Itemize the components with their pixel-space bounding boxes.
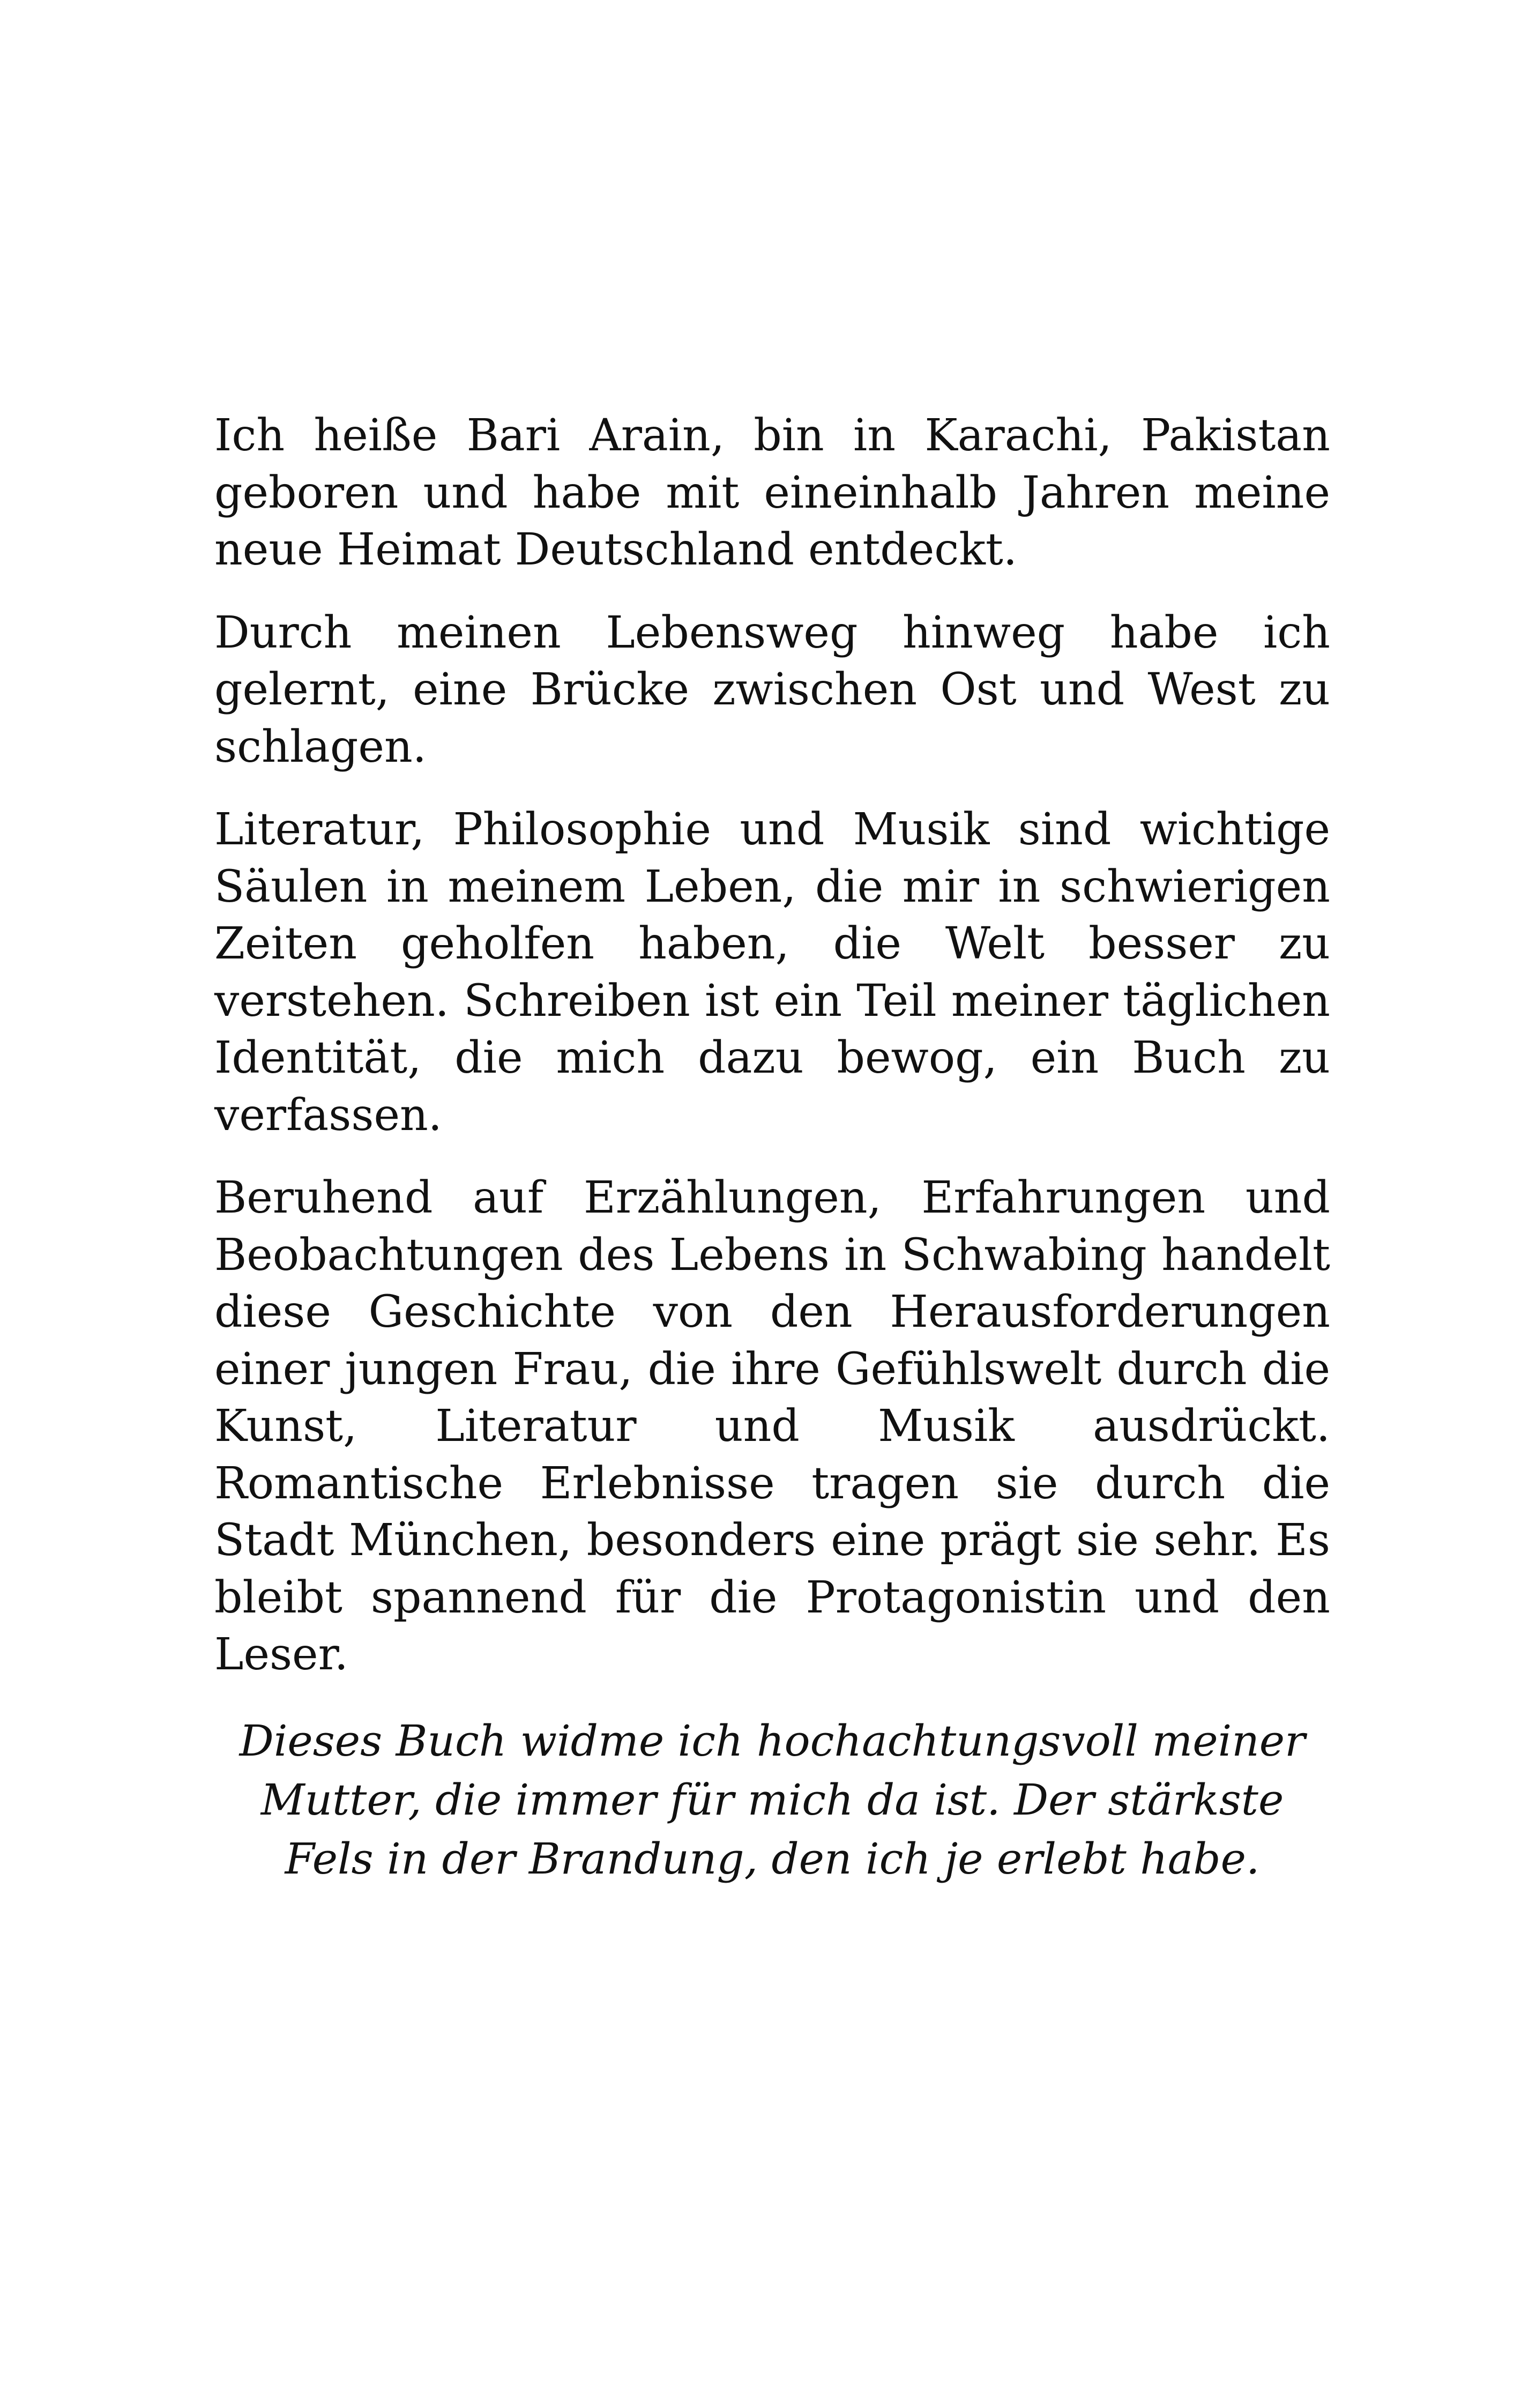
- author-bio-text: [214, 407, 1330, 1889]
- bio-paragraph-bridge: Durch meinen Lebensweg hinweg habe ich gelernt, eine Brücke zwischen Ost und West zu schlagen.: [214, 607, 1330, 772]
- dedication: Dieses Buch widme ich hochachtungsvoll meiner Mutter, die immer für mich da ist. Der stärkste Fels in der Brandung, den ich je erlebt habe.: [239, 1715, 1306, 1884]
- bio-paragraph-interests: Literatur, Philosophie und Musik sind wichtige Säulen in meinem Leben, die mir in schwierigen Zeiten geholfen haben, die Welt besser zu verstehen. Schreiben ist ein Teil meiner täglichen Identität, die mich dazu bewog, ein Buch zu verfassen.: [214, 804, 1330, 1141]
- bio-paragraph-origin: Ich heiße Bari Arain, bin in Karachi, Pakistan geboren und habe mit eineinhalb Jahren meine neue Heimat Deutschland entdeckt.: [214, 410, 1330, 575]
- bio-paragraph-story: Beruhend auf Erzählungen, Erfahrungen und Beobachtungen des Lebens in Schwabing handelt diese Geschichte von den Herausforderungen einer jungen Frau, die ihre Gefühlswelt durch die Kunst, Literatur und Musik ausdrückt. Romantische Erlebnisse tragen sie durch die Stadt München, besonders eine prägt sie sehr. Es bleibt spannend für die Protagonistin und den Leser.: [214, 1172, 1330, 1680]
